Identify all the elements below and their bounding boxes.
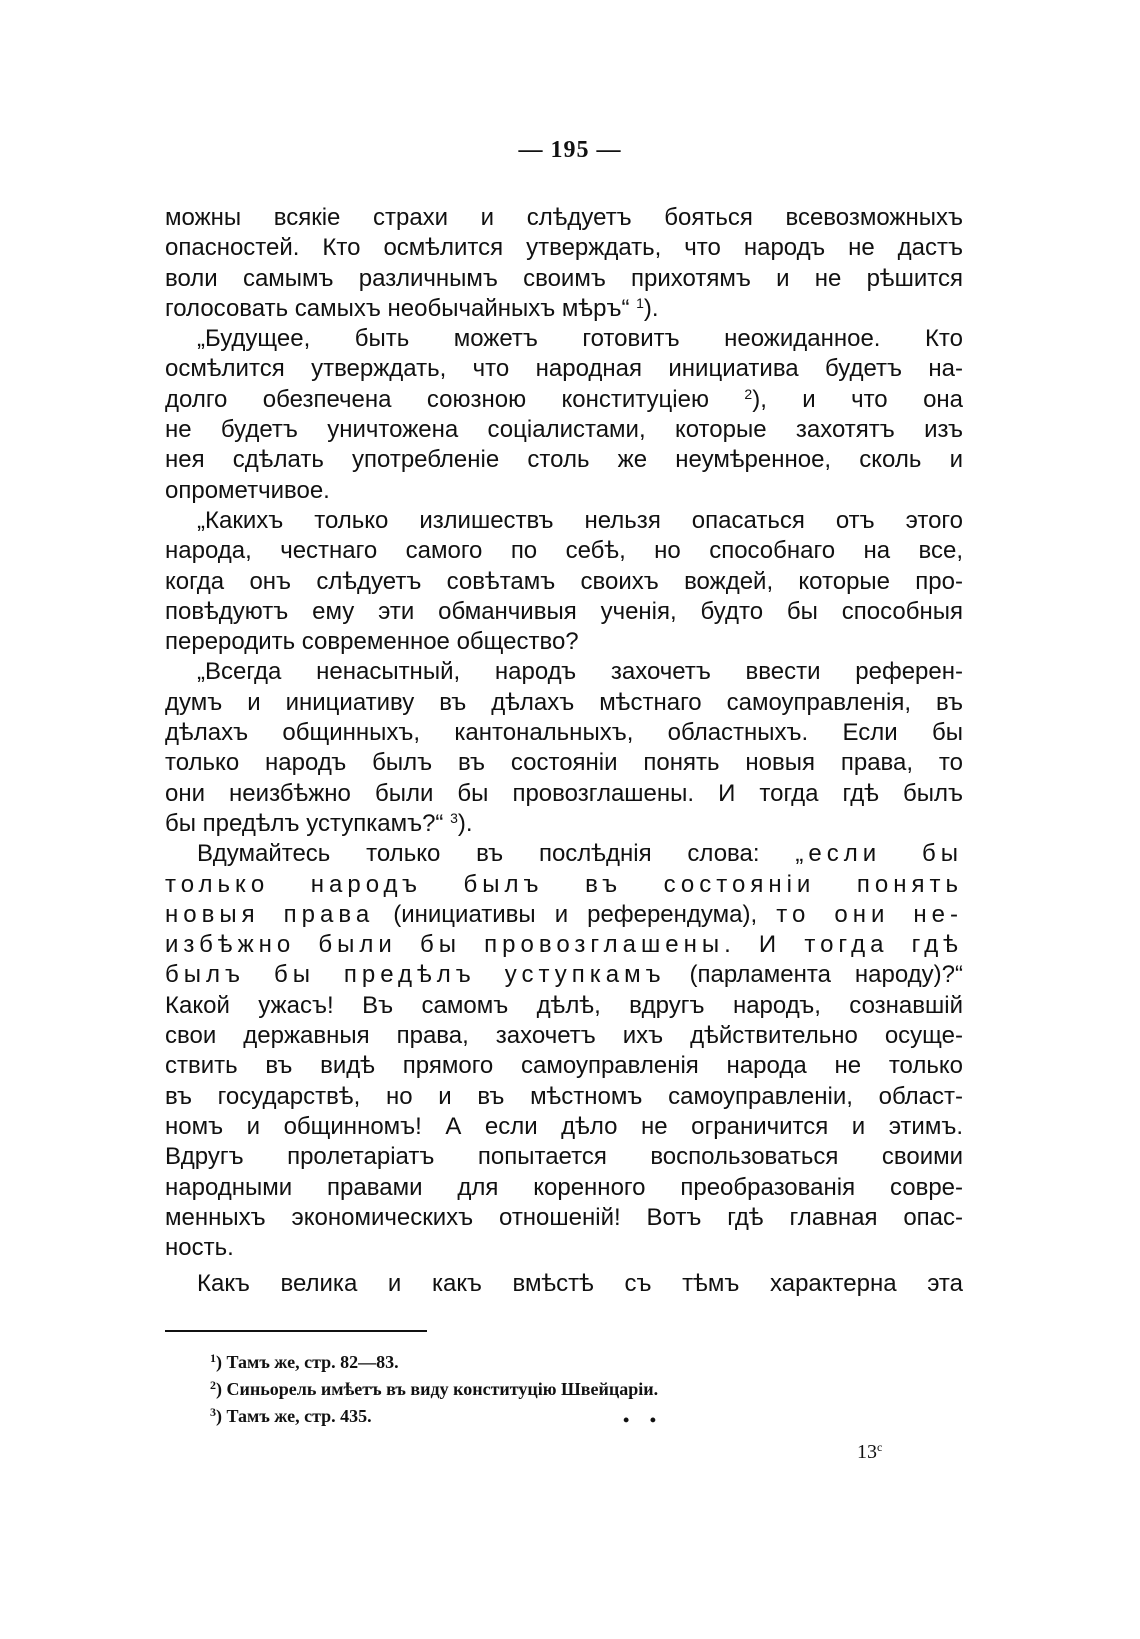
text-line: народными правами для коренного преобразованiя совре- [165, 1173, 963, 1201]
footnote-ref: 1 [636, 294, 644, 311]
footnote [210, 1376, 658, 1403]
text-line: воли самымъ различнымъ своимъ прихотямъ и не рѣшится [165, 264, 963, 292]
text-line [165, 960, 963, 990]
spaced-text: новыя права [165, 900, 375, 928]
text-line: дѣлахъ общинныхъ, кантональныхъ, областныхъ. Если бы [165, 719, 963, 747]
text-line: свои державныя права, захочетъ ихъ дѣйствительно осуще- [165, 1022, 963, 1050]
footnote-text: ) Тамъ же, стр. 435. [216, 1406, 372, 1426]
printer-signature [857, 1441, 882, 1464]
footnote-ref-close: ). [643, 294, 659, 322]
stray-marks: • • [623, 1410, 665, 1430]
spaced-text: „если бы [795, 840, 963, 868]
footnote-ref: 3 [450, 809, 458, 826]
text-line: они неизбѣжно были бы провозглашены. И тогда гдѣ былъ [165, 779, 963, 807]
text-line: когда онъ слѣдуетъ совѣтамъ своихъ вождей, которые про- [165, 567, 963, 595]
text-line: только народъ былъ въ состоянiи понять [165, 870, 963, 898]
text-line: избѣжно были бы провозглашены. И тогда гдѣ [165, 931, 963, 959]
text-line [165, 900, 963, 930]
text-line: Какъ велика и какъ вмѣстѣ съ тѣмъ характерна эта [197, 1270, 963, 1298]
footnote-ref-close: ) [752, 385, 761, 413]
text-segment: (инициативы и референдума), [393, 900, 758, 928]
text-segment: (парламента народу)?“ [689, 961, 963, 989]
footnote-divider [165, 1330, 427, 1332]
text-line [165, 809, 963, 839]
text-line: можны всякiе страхи и слѣдуетъ бояться всевозможныхъ [165, 204, 963, 231]
text-line: переродить современное общество? [165, 628, 579, 656]
text-line: „Всегда ненасытный, народъ захочетъ ввести референ- [197, 658, 963, 686]
text-line: нея сдѣлать употребленiе столь же неумѣренное, сколь и [165, 446, 963, 474]
text-line: номъ и общинномъ! А если дѣло не ограничится и этимъ. [165, 1112, 963, 1140]
text-line: не будетъ уничтожена соцiалистами, которые захотятъ изъ [165, 416, 963, 444]
text-line: менныхъ экономическихъ отношенiй! Вотъ гдѣ главная опас- [165, 1203, 963, 1231]
footnote-mark: 3 [210, 1405, 216, 1419]
body-text [165, 203, 963, 1300]
text-line: народа, честнаго самого по себѣ, но способнаго на все, [165, 537, 963, 565]
text-line: въ государствѣ, но и въ мѣстномъ самоуправленiи, област- [165, 1082, 963, 1110]
footnotes [210, 1349, 658, 1430]
page-number: — 195 — [518, 137, 622, 163]
text-line: ность. [165, 1234, 234, 1262]
text-segment: Вдумайтесь только въ послѣднiя слова: [197, 840, 760, 868]
text-line: опасностей. Кто осмѣлится утверждать, что народъ не дастъ [165, 234, 963, 262]
footnote-ref: 2 [744, 385, 753, 402]
text-line: Вдругъ пролетарiатъ попытается воспользоваться своими [165, 1143, 963, 1171]
text-line: осмѣлится утверждать, что народная инициатива будетъ на- [165, 355, 963, 383]
text-line: „Какихъ только излишествъ нельзя опасаться отъ этого [197, 506, 963, 534]
spaced-text: то они не- [776, 900, 963, 928]
text-line [165, 294, 963, 324]
text-segment: голосовать самыхъ необычайныхъ мѣръ“ [165, 294, 630, 322]
footnote [210, 1349, 658, 1376]
text-line: опрометчивое. [165, 476, 330, 504]
footnote-text: ) Тамъ же, стр. 82—83. [216, 1352, 399, 1372]
footnote-mark: 1 [210, 1351, 216, 1365]
text-line: „Будущее, быть можетъ готовитъ неожиданное. Кто [197, 325, 963, 353]
text-line [165, 385, 963, 415]
footnote-mark: 2 [210, 1378, 216, 1392]
footnote [210, 1403, 658, 1430]
signature-number: 13 [857, 1441, 877, 1463]
text-line: Какой ужасъ! Въ самомъ дѣлѣ, вдругъ народъ, сознавшiй [165, 991, 963, 1019]
text-segment: , и что она [760, 385, 964, 413]
text-line [165, 839, 963, 869]
text-line: повѣдуютъ ему эти обманчивыя ученiя, будто бы способныя [165, 597, 963, 625]
footnote-text: ) Синьорель имѣетъ въ виду конституцiю Швейцарiи. [216, 1379, 659, 1399]
text-line: ствить въ видѣ прямого самоуправленiя народа не только [165, 1052, 963, 1080]
text-line: думъ и инициативу въ дѣлахъ мѣстнаго самоуправленiя, въ [165, 688, 963, 716]
text-segment: бы предѣлъ уступкамъ?“ [165, 809, 444, 837]
text-line: только народъ былъ въ состоянiи понять новыя права, то [165, 749, 963, 777]
spaced-text: былъ бы предѣлъ уступкамъ [165, 961, 666, 989]
footnote-ref-close: ). [457, 809, 473, 837]
signature-sup: с [877, 1440, 883, 1454]
text-segment: долго обезпечена союзною конституцiею [165, 385, 709, 413]
